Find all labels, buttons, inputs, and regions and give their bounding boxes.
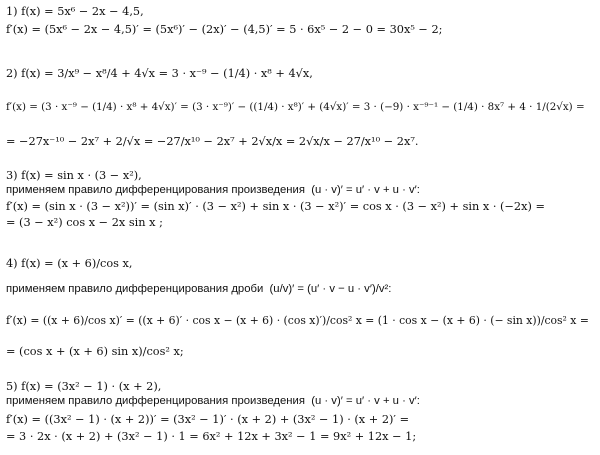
problem-3-statement: 3) f(x) = sin x · (3 − x²), xyxy=(6,169,142,182)
problem-4-derivative: f′(x) = ((x + 6)/cos x)′ = ((x + 6)′ · cos x − (x + 6) · (cos x)′)/cos² x = (1 · cos x − (x + 6) · (− sin x))/cos² x = xyxy=(6,314,589,327)
problem-5-result: = 3 · 2x · (x + 2) + (3x² − 1) · 1 = 6x² + 12x + 3x² − 1 = 9x² + 12x − 1; xyxy=(6,430,417,443)
problem-2-result: = −27x⁻¹⁰ − 2x⁷ + 2/√x = −27/x¹⁰ − 2x⁷ + 2√x/x = 2√x/x − 27/x¹⁰ − 2x⁷. xyxy=(6,135,419,148)
problem-1-derivative: f′(x) = (5x⁶ − 2x − 4,5)′ = (5x⁶)′ − (2x)′ − (4,5)′ = 5 · 6x⁵ − 2 − 0 = 30x⁵ − 2; xyxy=(6,23,443,36)
problem-5-rule: применяем правило дифференцирования произведения (u · v)′ = u′ · v + u · v′: xyxy=(6,395,420,407)
problem-3-rule: применяем правило дифференцирования произведения (u · v)′ = u′ · v + u · v′: xyxy=(6,184,420,196)
problem-2-derivative: f′(x) = (3 · x⁻⁹ − (1/4) · x⁸ + 4√x)′ = (3 · x⁻⁹)′ − ((1/4) · x⁸)′ + (4√x)′ = 3 · (−9) · x⁻⁹⁻¹ − (1/4) · 8x⁷ + 4 · 1/(2√x) = xyxy=(6,101,585,113)
problem-3-derivative: f′(x) = (sin x · (3 − x²))′ = (sin x)′ · (3 − x²) + sin x · (3 − x²)′ = cos x · (3 − x²) + sin x · (−2x) = xyxy=(6,200,545,213)
problem-5-derivative: f′(x) = ((3x² − 1) · (x + 2))′ = (3x² − 1)′ · (x + 2) + (3x² − 1) · (x + 2)′ = xyxy=(6,413,410,426)
problem-4-result: = (cos x + (x + 6) sin x)/cos² x; xyxy=(6,345,184,358)
problem-2-statement: 2) f(x) = 3/x⁹ − x⁸/4 + 4√x = 3 · x⁻⁹ − (1/4) · x⁸ + 4√x, xyxy=(6,67,313,80)
problem-3-result: = (3 − x²) cos x − 2x sin x ; xyxy=(6,216,163,229)
problem-4-statement: 4) f(x) = (x + 6)/cos x, xyxy=(6,257,133,270)
problem-4-rule: применяем правило дифференцирования дроби (u/v)′ = (u′ · v − u · v′)/v²: xyxy=(6,283,392,295)
problem-5-statement: 5) f(x) = (3x² − 1) · (x + 2), xyxy=(6,380,162,393)
problem-1-statement: 1) f(x) = 5x⁶ − 2x − 4,5, xyxy=(6,5,144,18)
